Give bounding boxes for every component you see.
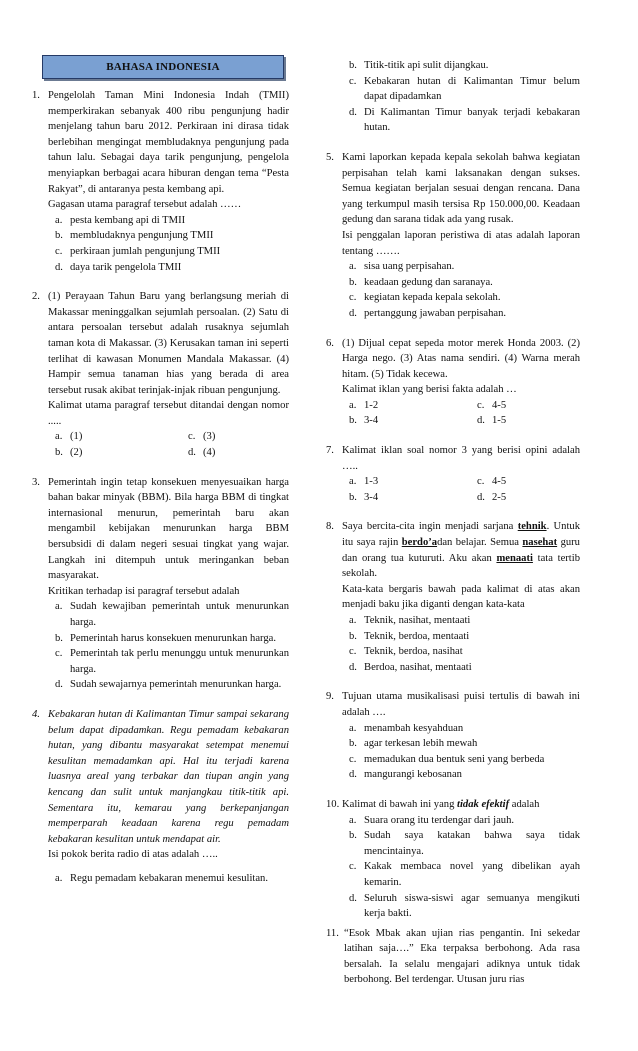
question-passage: Kebakaran hutan di Kalimantan Timur sampai sekarang belum dapat dipadamkan. Regu pemadam kebakaran hutan, yang dibantu masyarakat setempat menemui kesulitan memadamkan api. Hal itu terjadi karena luasnya areal yang terbakar dan tiupan angin yang kencang dan sulit untuk manjangkau titik-titik api. Sementara itu, kemarau yang berkepanjangan memperparah keadaan karena regu pemadam kebakaran kesulitan untuk mendapat air. <box>48 708 289 845</box>
option-c[interactable]: c. Kakak membaca novel yang dibelikan ayah kemarin. <box>349 861 580 888</box>
option-c-label[interactable]: c. <box>477 476 485 488</box>
question-3 <box>32 475 289 693</box>
option-row-bd <box>342 413 580 429</box>
question-prompt: Gagasan utama paragraf tersebut adalah …… <box>48 199 242 211</box>
option-b[interactable]: b. keadaan gedung dan saranaya. <box>349 276 493 288</box>
option-a[interactable]: a. sisa uang perpisahan. <box>349 261 455 273</box>
question-6 <box>326 336 580 430</box>
question-7 <box>326 443 580 505</box>
section-title: BAHASA INDONESIA <box>42 55 284 79</box>
option-b[interactable]: b. Titik-titik api sulit dijangkau. <box>349 60 489 71</box>
question-number: 5. <box>326 151 334 163</box>
question-11 <box>326 926 580 988</box>
option-c[interactable]: c. kegiatan kepada kepala sekolah. <box>349 292 501 304</box>
option-c[interactable]: c. memadukan dua bentuk seni yang berbeda <box>349 753 545 765</box>
question-4 <box>32 707 289 887</box>
option-b-label[interactable]: b. <box>349 415 357 427</box>
option-b-text[interactable]: (2) <box>70 447 83 459</box>
question-number: 1. <box>32 90 40 101</box>
option-b-text[interactable]: 3-4 <box>364 415 379 427</box>
option-a[interactable]: a. Regu pemadam kebakaran menemui kesulitan. <box>55 872 268 884</box>
option-b[interactable]: b. Pemerintah harus konsekuen menurunkan harga. <box>55 632 277 644</box>
question-passage: Kami laporkan kepada kepala sekolah bahwa kegiatan perpisahan telah kami laksanakan dengan sukses. Semua kegiatan berjalan sesuai dengan rencana. Dana yang terkumpul masih tersisa Rp 150.000,00. Keadaan gedung dan sarana tidak ada yang rusak. <box>342 151 580 226</box>
question-number: 2. <box>32 291 40 303</box>
emphasis: tidak efektif <box>457 798 510 810</box>
option-d[interactable]: d. pertanggung jawaban perpisahan. <box>349 307 507 319</box>
option-d[interactable]: d. mangurangi kebosanan <box>349 769 462 781</box>
option-c-label[interactable]: c. <box>477 399 485 411</box>
question-9 <box>326 689 580 783</box>
question-number: 10. <box>326 798 340 810</box>
option-c-text[interactable]: 4-5 <box>492 476 507 488</box>
option-a[interactable]: a. pesta kembang api di TMII <box>55 214 186 226</box>
question-number: 6. <box>326 337 334 349</box>
option-d-label[interactable]: d. <box>477 415 485 427</box>
right-column <box>326 58 580 1002</box>
question-5 <box>326 150 580 322</box>
option-b[interactable]: b. Teknik, berdoa, mentaati <box>349 630 470 642</box>
option-c-text[interactable]: 4-5 <box>492 399 507 411</box>
option-d-text[interactable]: 2-5 <box>492 491 507 503</box>
question-prompt: Tujuan utama musikalisasi puisi tertulis di bawah ini adalah …. <box>342 691 580 718</box>
option-b-text[interactable]: 3-4 <box>364 491 379 503</box>
question-number: 8. <box>326 521 334 533</box>
option-a-text[interactable]: 1-2 <box>364 399 379 411</box>
option-a-text[interactable]: (1) <box>70 431 83 443</box>
option-row-ac <box>342 474 580 490</box>
option-d-text[interactable]: (4) <box>203 447 216 459</box>
option-row-ac <box>342 398 580 414</box>
underlined-word: tehnik <box>517 521 547 533</box>
question-prompt: Kalimat di bawah ini yang tidak efektif adalah <box>342 798 540 810</box>
question-passage: Pengelolah Taman Mini Indonesia Indah (TMII) memperkirakan sebanyak 400 ribu pengunjung hadir menjelang tahun baru 2012. Perkiraan ini dirasa tidak berlebihan mengingat membludaknya pengunjung pada tahun lalu. Sebagai daya tarik pengunjung, pengelola menyiapkan berbagai acara hiburan dengan tema “Pesta Rakyat”, di antaranya pesta kembang api. <box>48 90 289 195</box>
question-4-continued <box>326 58 580 136</box>
underlined-word: berdo’a <box>401 537 438 549</box>
option-b-label[interactable]: b. <box>349 491 357 503</box>
question-prompt: Kritikan terhadap isi paragraf tersebut adalah <box>48 585 240 597</box>
option-a-label[interactable]: a. <box>349 399 357 411</box>
underlined-word: nasehat <box>522 537 558 549</box>
option-row-ac <box>48 429 289 445</box>
question-prompt: Isi pokok berita radio di atas adalah ….. <box>48 849 218 861</box>
option-c[interactable]: c. Teknik, berdoa, nasihat <box>349 646 463 658</box>
question-prompt: Kalimat iklan soal nomor 3 yang berisi opini adalah ….. <box>342 445 580 472</box>
question-number: 11. <box>326 927 339 939</box>
question-passage: (1) Dijual cepat sepeda motor merek Honda 2003. (2) Harga nego. (3) Atas nama sendiri. (4) Warna merah hitam. (5) Tidak kecewa. <box>342 337 580 380</box>
option-c[interactable]: c. perkiraan jumlah pengunjung TMII <box>55 245 221 257</box>
question-passage: Pemerintah ingin tetap konsekuen menyesuaikan harga bahan bakar minyak (BBM). Bila harga BBM di tingkat internasional menurun, pemerintah baru akan mengambil kebijakan menurunkan harga BBM bersubsidi di dalam negeri sesuai tingkat yang wajar. Langkah ini ditempuh untuk meringankan beban masyarakat. <box>48 476 289 582</box>
question-number: 4. <box>32 708 40 720</box>
option-row-bd <box>48 445 289 461</box>
question-number: 9. <box>326 691 334 703</box>
option-a-label[interactable]: a. <box>349 476 357 488</box>
option-b[interactable]: b. membludaknya pengunjung TMII <box>55 230 214 242</box>
question-number: 3. <box>32 476 40 488</box>
left-column <box>32 88 289 901</box>
question-passage: “Esok Mbak akan ujian rias pengantin. Ini sekedar latihan saja….” Eka terpaksa berbohong. Ada rasa bersalah. Ia selalu mengajari adiknya untuk tidak berbohong. Bel terdengar. Utusan juru rias <box>344 927 580 986</box>
option-b-label[interactable]: b. <box>55 447 63 459</box>
option-d[interactable]: d. Berdoa, nasihat, mentaati <box>349 661 472 673</box>
question-8 <box>326 519 580 675</box>
question-passage: Saya bercita-cita ingin menjadi sarjana tehnik. Untuk itu saya rajin berdo’adan belajar. Semua nasehat guru dan orang tua kuturuti. Aku akan menaati tata tertib sekolah. <box>342 521 581 580</box>
question-10 <box>326 797 580 922</box>
option-d-label[interactable]: d. <box>477 491 485 503</box>
question-prompt: Kata-kata bergaris bawah pada kalimat di atas akan menjadi baku jika diganti dengan kata-kata <box>342 583 580 611</box>
option-b[interactable]: b. agar terkesan lebih mewah <box>349 738 478 750</box>
option-c-text[interactable]: (3) <box>203 431 216 443</box>
option-c[interactable]: c. Pemerintah tak perlu menunggu untuk menurunkan harga. <box>55 648 289 675</box>
option-c-label[interactable]: c. <box>188 431 196 443</box>
option-d-label[interactable]: d. <box>188 447 196 459</box>
question-number: 7. <box>326 445 334 457</box>
option-a[interactable]: a. menambah kesyahduan <box>349 722 464 734</box>
question-1 <box>32 88 289 275</box>
option-d-text[interactable]: 1-5 <box>492 415 507 427</box>
question-2 <box>32 289 289 461</box>
option-a[interactable]: a. Teknik, nasihat, mentaati <box>349 615 471 626</box>
underlined-word: menaati <box>496 552 533 564</box>
question-prompt: Kalimat iklan yang berisi fakta adalah … <box>342 384 517 396</box>
question-passage: (1) Perayaan Tahun Baru yang berlangsung meriah di Makassar meninggalkan sejumlah persoalan. (2) Satu di antara persoalan tersebut adalah rusaknya sejumlah taman kota di Makassar. (3) Kerusakan taman ini seperti terlihat di kawasan Monumen Mandala Makassar. (4) Hampir semua tanaman hias yang berada di area tersebut rusak akibat terinjak-injak ribuan pengunjung. <box>48 291 289 396</box>
option-d[interactable]: d. Di Kalimantan Timur banyak terjadi kebakaran hutan. <box>349 106 580 134</box>
option-c[interactable]: c. Kebakaran hutan di Kalimantan Timur belum dapat dipadamkan <box>349 75 580 103</box>
question-prompt: Isi penggalan laporan peristiwa di atas adalah laporan tentang ……. <box>342 229 580 257</box>
option-a-text[interactable]: 1-3 <box>364 476 379 488</box>
option-d[interactable]: d. Sudah sewajarnya pemerintah menurunkan harga. <box>55 679 282 691</box>
question-prompt: Kalimat utama paragraf tersebut ditandai dengan nomor ..... <box>48 400 289 427</box>
option-d[interactable]: d. daya tarik pengelola TMII <box>55 261 182 273</box>
option-a[interactable]: a. Suara orang itu terdengar dari jauh. <box>349 814 515 826</box>
option-a[interactable]: a. Sudah kewajiban pemerintah untuk menurunkan harga. <box>55 601 289 628</box>
option-a-label[interactable]: a. <box>55 431 63 443</box>
option-b[interactable]: b. Sudah saya katakan bahwa saya tidak mencintainya. <box>349 830 580 857</box>
option-row-bd <box>342 490 580 506</box>
option-d[interactable]: d. Seluruh siswa-siswi agar semuanya mengikuti kerja bakti. <box>349 892 580 920</box>
